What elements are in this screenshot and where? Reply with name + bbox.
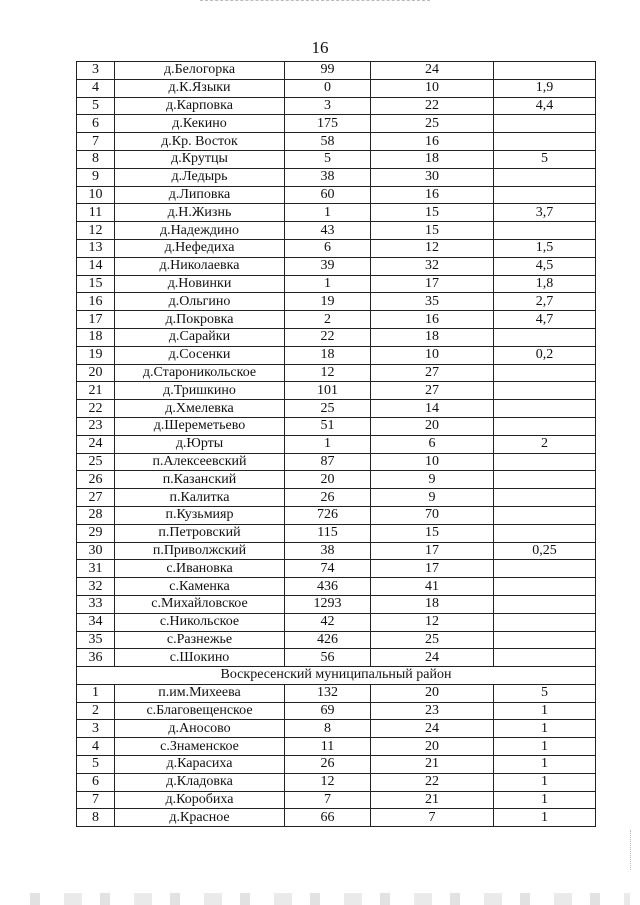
value-col3: 5 (285, 150, 371, 168)
row-number: 8 (77, 150, 115, 168)
settlement-name: д.Хмелевка (115, 400, 285, 418)
value-col5: 3,7 (494, 204, 596, 222)
table-row (77, 595, 596, 613)
table-row (77, 222, 596, 240)
settlement-name: с.Разнежье (115, 631, 285, 649)
row-number: 22 (77, 400, 115, 418)
value-col3: 11 (285, 738, 371, 756)
value-col4: 70 (371, 506, 494, 524)
table-row (77, 97, 596, 115)
value-col4: 17 (371, 542, 494, 560)
table-row (77, 239, 596, 257)
row-number: 21 (77, 382, 115, 400)
value-col5: 4,4 (494, 97, 596, 115)
scan-top-marks (200, 0, 430, 4)
table-row (77, 168, 596, 186)
value-col4: 21 (371, 756, 494, 774)
row-number: 10 (77, 186, 115, 204)
settlement-name: с.Михайловское (115, 595, 285, 613)
row-number: 3 (77, 62, 115, 80)
value-col5 (494, 364, 596, 382)
value-col5 (494, 133, 596, 151)
value-col5 (494, 222, 596, 240)
table-row (77, 328, 596, 346)
value-col3: 38 (285, 168, 371, 186)
value-col5: 1,8 (494, 275, 596, 293)
value-col5: 5 (494, 684, 596, 702)
value-col5: 2 (494, 435, 596, 453)
row-number: 16 (77, 293, 115, 311)
value-col3: 436 (285, 578, 371, 596)
value-col5 (494, 400, 596, 418)
settlement-name: д.Покровка (115, 311, 285, 329)
settlement-name: п.Петровский (115, 524, 285, 542)
settlement-name: д.Новинки (115, 275, 285, 293)
settlement-name: д.Шереметьево (115, 417, 285, 435)
value-col4: 18 (371, 150, 494, 168)
value-col4: 23 (371, 702, 494, 720)
value-col3: 8 (285, 720, 371, 738)
row-number: 35 (77, 631, 115, 649)
settlement-name: д.Сарайки (115, 328, 285, 346)
value-col5: 1 (494, 791, 596, 809)
value-col5: 4,7 (494, 311, 596, 329)
value-col4: 35 (371, 293, 494, 311)
value-col3: 132 (285, 684, 371, 702)
value-col5 (494, 453, 596, 471)
value-col4: 21 (371, 791, 494, 809)
value-col4: 27 (371, 382, 494, 400)
value-col3: 39 (285, 257, 371, 275)
row-number: 31 (77, 560, 115, 578)
settlement-name: с.Шокино (115, 649, 285, 667)
settlement-name: д.Карасиха (115, 756, 285, 774)
value-col4: 24 (371, 649, 494, 667)
row-number: 7 (77, 791, 115, 809)
value-col4: 15 (371, 204, 494, 222)
value-col3: 58 (285, 133, 371, 151)
value-col3: 66 (285, 809, 371, 827)
value-col3: 18 (285, 346, 371, 364)
table-row (77, 560, 596, 578)
row-number: 12 (77, 222, 115, 240)
value-col4: 10 (371, 453, 494, 471)
value-col3: 26 (285, 756, 371, 774)
settlement-name: д.Староникольское (115, 364, 285, 382)
settlement-name: д.Кр. Восток (115, 133, 285, 151)
value-col4: 17 (371, 275, 494, 293)
row-number: 13 (77, 239, 115, 257)
value-col5 (494, 417, 596, 435)
value-col3: 6 (285, 239, 371, 257)
value-col5: 1 (494, 738, 596, 756)
value-col5 (494, 631, 596, 649)
value-col3: 26 (285, 489, 371, 507)
table-row (77, 400, 596, 418)
section-heading: Воскресенский муниципальный район (77, 667, 596, 685)
table-row (77, 150, 596, 168)
value-col3: 3 (285, 97, 371, 115)
value-col5: 1 (494, 809, 596, 827)
value-col4: 9 (371, 471, 494, 489)
table-row (77, 453, 596, 471)
value-col5 (494, 560, 596, 578)
row-number: 6 (77, 115, 115, 133)
settlement-name: п.Казанский (115, 471, 285, 489)
row-number: 27 (77, 489, 115, 507)
row-number: 29 (77, 524, 115, 542)
value-col3: 87 (285, 453, 371, 471)
value-col3: 2 (285, 311, 371, 329)
row-number: 19 (77, 346, 115, 364)
row-number: 8 (77, 809, 115, 827)
row-number: 15 (77, 275, 115, 293)
table-row (77, 275, 596, 293)
value-col4: 12 (371, 239, 494, 257)
settlement-name: с.Никольское (115, 613, 285, 631)
value-col5 (494, 168, 596, 186)
row-number: 25 (77, 453, 115, 471)
settlement-name: д.Юрты (115, 435, 285, 453)
value-col4: 14 (371, 400, 494, 418)
value-col4: 32 (371, 257, 494, 275)
row-number: 30 (77, 542, 115, 560)
row-number: 5 (77, 97, 115, 115)
page-number: 16 (311, 38, 329, 57)
value-col4: 24 (371, 720, 494, 738)
settlement-name: с.Благовещенское (115, 702, 285, 720)
value-col4: 15 (371, 524, 494, 542)
table-row (77, 542, 596, 560)
settlement-name: п.им.Михеева (115, 684, 285, 702)
value-col4: 18 (371, 595, 494, 613)
value-col4: 6 (371, 435, 494, 453)
table-row (77, 631, 596, 649)
settlement-name: п.Калитка (115, 489, 285, 507)
settlement-name: с.Ивановка (115, 560, 285, 578)
value-col3: 175 (285, 115, 371, 133)
table-row (77, 62, 596, 80)
table-row (77, 115, 596, 133)
value-col4: 12 (371, 613, 494, 631)
value-col4: 22 (371, 773, 494, 791)
value-col5 (494, 595, 596, 613)
table-row (77, 293, 596, 311)
value-col4: 10 (371, 79, 494, 97)
settlement-name: д.Кладовка (115, 773, 285, 791)
value-col5: 5 (494, 150, 596, 168)
value-col3: 38 (285, 542, 371, 560)
value-col3: 726 (285, 506, 371, 524)
settlement-name: д.Надеждино (115, 222, 285, 240)
value-col3: 1293 (285, 595, 371, 613)
table-row (77, 364, 596, 382)
settlement-name: д.Тришкино (115, 382, 285, 400)
row-number: 17 (77, 311, 115, 329)
value-col4: 24 (371, 62, 494, 80)
settlements-table (76, 61, 596, 827)
value-col3: 69 (285, 702, 371, 720)
value-col3: 60 (285, 186, 371, 204)
value-col4: 9 (371, 489, 494, 507)
settlement-name: д.Карповка (115, 97, 285, 115)
row-number: 1 (77, 684, 115, 702)
value-col5: 2,7 (494, 293, 596, 311)
table-row (77, 791, 596, 809)
value-col5: 4,5 (494, 257, 596, 275)
table-row (77, 417, 596, 435)
row-number: 11 (77, 204, 115, 222)
table-row (77, 756, 596, 774)
value-col5: 1 (494, 720, 596, 738)
table-row (77, 435, 596, 453)
scan-side-marks (630, 830, 634, 870)
value-col4: 30 (371, 168, 494, 186)
settlement-name: д.Сосенки (115, 346, 285, 364)
row-number: 18 (77, 328, 115, 346)
settlement-name: п.Кузьмияр (115, 506, 285, 524)
row-number: 32 (77, 578, 115, 596)
settlement-name: д.Николаевка (115, 257, 285, 275)
value-col4: 20 (371, 417, 494, 435)
table-row (77, 133, 596, 151)
value-col3: 74 (285, 560, 371, 578)
value-col4: 16 (371, 186, 494, 204)
value-col3: 0 (285, 79, 371, 97)
value-col3: 19 (285, 293, 371, 311)
value-col5 (494, 489, 596, 507)
table-row (77, 204, 596, 222)
value-col5: 1,9 (494, 79, 596, 97)
value-col5 (494, 186, 596, 204)
table-row (77, 311, 596, 329)
value-col4: 41 (371, 578, 494, 596)
value-col5: 0,25 (494, 542, 596, 560)
value-col4: 16 (371, 133, 494, 151)
value-col5 (494, 649, 596, 667)
value-col4: 20 (371, 684, 494, 702)
table-row (77, 649, 596, 667)
value-col5: 1 (494, 756, 596, 774)
settlement-name: п.Приволжский (115, 542, 285, 560)
settlement-name: д.Ледырь (115, 168, 285, 186)
settlement-name: с.Каменка (115, 578, 285, 596)
value-col5: 1 (494, 773, 596, 791)
table-row (77, 186, 596, 204)
table-row (77, 773, 596, 791)
value-col5 (494, 524, 596, 542)
settlement-name: д.Красное (115, 809, 285, 827)
row-number: 34 (77, 613, 115, 631)
settlement-name: д.Ольгино (115, 293, 285, 311)
row-number: 20 (77, 364, 115, 382)
value-col4: 18 (371, 328, 494, 346)
value-col4: 22 (371, 97, 494, 115)
table-row (77, 809, 596, 827)
value-col3: 51 (285, 417, 371, 435)
value-col4: 25 (371, 631, 494, 649)
value-col5 (494, 506, 596, 524)
settlement-name: д.Кекино (115, 115, 285, 133)
section-heading-body (77, 667, 596, 685)
table-row (77, 257, 596, 275)
row-number: 14 (77, 257, 115, 275)
value-col5: 1,5 (494, 239, 596, 257)
row-number: 6 (77, 773, 115, 791)
value-col3: 101 (285, 382, 371, 400)
value-col5 (494, 578, 596, 596)
settlement-name: д.Липовка (115, 186, 285, 204)
value-col3: 1 (285, 275, 371, 293)
row-number: 23 (77, 417, 115, 435)
row-number: 4 (77, 738, 115, 756)
value-col5 (494, 328, 596, 346)
settlement-name: д.Н.Жизнь (115, 204, 285, 222)
table-row (77, 79, 596, 97)
table-row (77, 738, 596, 756)
settlement-name: с.Знаменское (115, 738, 285, 756)
value-col5 (494, 613, 596, 631)
row-number: 7 (77, 133, 115, 151)
value-col3: 426 (285, 631, 371, 649)
table-row (77, 346, 596, 364)
section-heading-row (77, 667, 596, 685)
table-body-part1 (77, 62, 596, 667)
row-number: 36 (77, 649, 115, 667)
settlement-name: д.Белогорка (115, 62, 285, 80)
value-col4: 16 (371, 311, 494, 329)
row-number: 33 (77, 595, 115, 613)
value-col3: 12 (285, 773, 371, 791)
value-col5: 0,2 (494, 346, 596, 364)
settlement-name: д.Коробиха (115, 791, 285, 809)
row-number: 26 (77, 471, 115, 489)
settlement-name: д.Аносово (115, 720, 285, 738)
table-row (77, 382, 596, 400)
value-col4: 20 (371, 738, 494, 756)
value-col3: 1 (285, 435, 371, 453)
value-col4: 10 (371, 346, 494, 364)
value-col5 (494, 382, 596, 400)
value-col3: 25 (285, 400, 371, 418)
row-number: 4 (77, 79, 115, 97)
value-col3: 12 (285, 364, 371, 382)
settlement-name: д.К.Языки (115, 79, 285, 97)
row-number: 3 (77, 720, 115, 738)
value-col5 (494, 62, 596, 80)
table-row (77, 471, 596, 489)
table-row (77, 720, 596, 738)
value-col3: 22 (285, 328, 371, 346)
value-col3: 20 (285, 471, 371, 489)
value-col5 (494, 115, 596, 133)
row-number: 2 (77, 702, 115, 720)
row-number: 9 (77, 168, 115, 186)
row-number: 5 (77, 756, 115, 774)
value-col3: 1 (285, 204, 371, 222)
table-row (77, 702, 596, 720)
value-col4: 7 (371, 809, 494, 827)
value-col3: 43 (285, 222, 371, 240)
table-row (77, 489, 596, 507)
table-row (77, 613, 596, 631)
value-col3: 56 (285, 649, 371, 667)
value-col4: 15 (371, 222, 494, 240)
value-col5 (494, 471, 596, 489)
value-col4: 27 (371, 364, 494, 382)
value-col3: 7 (285, 791, 371, 809)
table-row (77, 578, 596, 596)
value-col3: 99 (285, 62, 371, 80)
table-row (77, 524, 596, 542)
settlement-name: д.Нефедиха (115, 239, 285, 257)
scan-bottom-noise (30, 893, 630, 905)
table-row (77, 684, 596, 702)
table-row (77, 506, 596, 524)
row-number: 24 (77, 435, 115, 453)
table-body-part2 (77, 684, 596, 826)
settlement-name: п.Алексеевский (115, 453, 285, 471)
value-col4: 17 (371, 560, 494, 578)
value-col3: 115 (285, 524, 371, 542)
row-number: 28 (77, 506, 115, 524)
settlement-name: д.Крутцы (115, 150, 285, 168)
value-col3: 42 (285, 613, 371, 631)
value-col5: 1 (494, 702, 596, 720)
value-col4: 25 (371, 115, 494, 133)
